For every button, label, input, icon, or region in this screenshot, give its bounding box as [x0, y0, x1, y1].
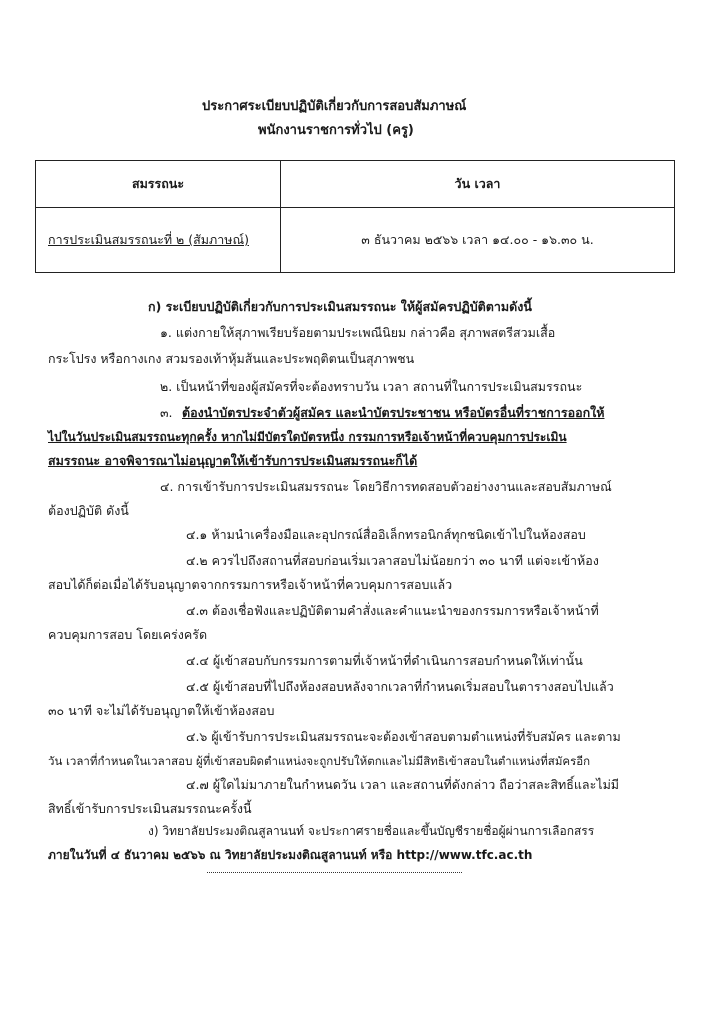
item-4-2-line-b: สอบได้ก็ต่อเมื่อได้รับอนุญาตจากกรรมการหรือเจ้าหน้าที่ควบคุมการสอบแล้ว	[48, 577, 453, 592]
item-4-7-line-b: สิทธิ์เข้ารับการประเมินสมรรถนะครั้งนี้	[48, 801, 252, 816]
item-2: ๒. เป็นหน้าที่ของผู้สมัครที่จะต้องทราบวัน เวลา สถานที่ในการประเมินสมรรถนะ	[160, 379, 583, 394]
section-ng-line-b: ภายในวันที่ ๔ ธันวาคม ๒๕๖๖ ณ วิทยาลัยประมงติณสูลานนท์ หรือ http://www.tfc.ac.th	[48, 848, 533, 862]
section-ng-line-a-visible: ง) วิทยาลัยประมงติณสูลานนท์ จะประกาศรายชื่อและขึ้นบัญชีรายชื่อผู้ผ่านการเลือกสรร	[148, 824, 595, 838]
item-4-3-line-a: ๔.๓ ต้องเชื่อฟังและปฏิบัติตามคำสั่งและคำแนะนำของกรรมการหรือเจ้าหน้าที่	[186, 603, 599, 618]
item-4-2-line-a: ๔.๒ ควรไปถึงสถานที่สอบก่อนเริ่มเวลาสอบไม่น้อยกว่า ๓๐ นาที แต่จะเข้าห้อง	[186, 553, 599, 568]
competency-label: การประเมินสมรรถนะที่ ๒ (สัมภาษณ์)	[48, 232, 249, 247]
col-header-datetime: วัน เวลา	[281, 161, 675, 208]
section-k-heading: ก) ระเบียบปฏิบัติเกี่ยวกับการประเมินสมรรถนะ ให้ผู้สมัครปฏิบัติตามดังนี้	[148, 299, 532, 314]
item-4-5-line-a: ๔.๕ ผู้เข้าสอบที่ไปถึงห้องสอบหลังจากเวลาที่กำหนดเริ่มสอบในตารางสอบไปแล้ว	[186, 679, 614, 694]
cell-datetime: ๓ ธันวาคม ๒๕๖๖ เวลา ๑๔.๐๐ - ๑๖.๓๐ น.	[281, 208, 675, 273]
item-4-4: ๔.๔ ผู้เข้าสอบกับกรรมการตามที่เจ้าหน้าที่ดำเนินการสอบกำหนดให้เท่านั้น	[186, 653, 583, 668]
dotted-divider	[207, 872, 462, 873]
schedule-table	[35, 160, 675, 273]
item-1-line-a: ๑. แต่งกายให้สุภาพเรียบร้อยตามประเพณีนิยม กล่าวคือ สุภาพสตรีสวมเสื้อ	[160, 325, 556, 340]
cell-competency	[36, 208, 281, 273]
item-4-6-line-b: วัน เวลาที่กำหนดในเวลาสอบ ผู้ที่เข้าสอบผิดตำแหน่งจะถูกปรับให้ตกและไม่มีสิทธิเข้าสอบในตำแหน่งที่สมัครอีก	[48, 754, 591, 768]
item-4-6-line-a: ๔.๖ ผู้เข้ารับการประเมินสมรรถนะจะต้องเข้าสอบตามตำแหน่งที่รับสมัคร และตาม	[186, 729, 621, 744]
item-3-line-b: ไปในวันประเมินสมรรถนะทุกครั้ง หากไม่มีบัตรใดบัตรหนึ่ง กรรมการหรือเจ้าหน้าที่ควบคุมการประเมิน	[48, 430, 567, 444]
item-4-7-line-a: ๔.๗ ผู้ใดไม่มาภายในกำหนดวัน เวลา และสถานที่ดังกล่าว ถือว่าสละสิทธิ์และไม่มี	[186, 777, 620, 792]
item-4-line-b: ต้องปฏิบัติ ดังนี้	[48, 503, 129, 518]
item-4-5-line-b: ๓๐ นาที จะไม่ได้รับอนุญาตให้เข้าห้องสอบ	[48, 703, 275, 718]
item-4-1: ๔.๑ ห้ามนำเครื่องมือและอุปกรณ์สื่ออิเล็กทรอนิกส์ทุกชนิดเข้าไปในห้องสอบ	[186, 527, 586, 542]
item-4-line-a: ๔. การเข้ารับการประเมินสมรรถนะ โดยวิธีการทดสอบตัวอย่างงานและสอบสัมภาษณ์	[160, 479, 612, 494]
item-1-line-b: กระโปรง หรือกางเกง สวมรองเท้าหุ้มส้นและประพฤติตนเป็นสุภาพชน	[48, 351, 415, 366]
col-header-competency: สมรรถนะ	[36, 161, 281, 208]
item-3-line-a: ต้องนำบัตรประจำตัวผู้สมัคร และนำบัตรประชาชน หรือบัตรอื่นที่ราชการออกให้	[182, 405, 605, 420]
table-row	[36, 208, 675, 273]
table-header-row	[36, 161, 675, 208]
item-3-line-c: สมรรถนะ อาจพิจารณาไม่อนุญาตให้เข้ารับการประเมินสมรรถนะก็ได้	[48, 453, 418, 468]
title-line-2: พนักงานราชการทั่วไป (ครู)	[258, 123, 414, 138]
title-line-1: ประกาศระเบียบปฏิบัติเกี่ยวกับการสอบสัมภาษณ์	[202, 99, 467, 114]
item-4-3-line-b: ควบคุมการสอบ โดยเคร่งครัด	[48, 627, 208, 642]
item-3-number: ๓.	[160, 405, 173, 420]
